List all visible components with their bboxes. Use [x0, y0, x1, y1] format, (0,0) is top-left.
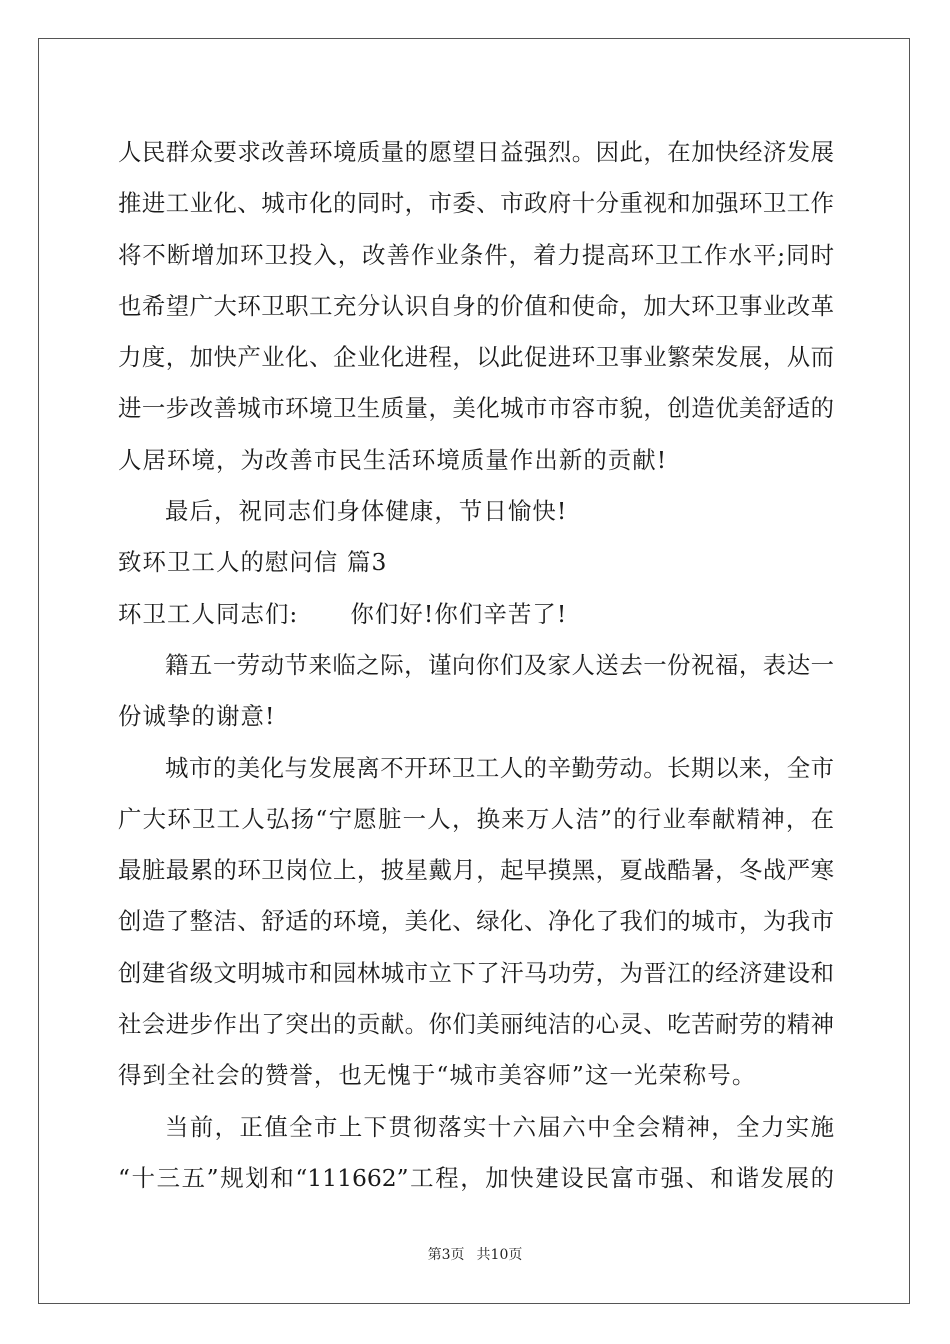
- text-line: 份诚挚的谢意!: [118, 702, 276, 731]
- text-line: 社会进步作出了突出的贡献。你们美丽纯洁的心灵、吃苦耐劳的精神: [118, 1010, 834, 1039]
- text-line: 最脏最累的环卫岗位上，披星戴月，起早摸黑，夏战酷暑，冬战严寒: [118, 856, 834, 885]
- section-title: 致环卫工人的慰问信 篇3: [118, 548, 388, 577]
- salutation-line: [118, 589, 834, 640]
- page-number: 第3页: [427, 1247, 465, 1263]
- text-line: “十三五”规划和“111662”工程，加快建设民富市强、和谐发展的: [118, 1163, 834, 1192]
- text-line: 创造了整洁、舒适的环境，美化、绿化、净化了我们的城市，为我市: [118, 907, 834, 936]
- text-line: 将不断增加环卫投入，改善作业条件，着力提高环卫工作水平;同时: [118, 240, 834, 269]
- text-line: 推进工业化、城市化的同时，市委、市政府十分重视和加强环卫工作: [118, 189, 834, 218]
- text-line: 人居环境，为改善市民生活环境质量作出新的贡献!: [118, 445, 668, 474]
- text-line: 也希望广大环卫职工充分认识自身的价值和使命，加大环卫事业改革: [118, 291, 834, 320]
- text-line: 城市的美化与发展离不开环卫工人的辛勤劳动。长期以来，全市: [165, 753, 834, 782]
- closing-line: 最后，祝同志们身体健康，节日愉快!: [165, 497, 568, 526]
- text-line: 广大环卫工人弘扬“宁愿脏一人，换来万人洁”的行业奉献精神，在: [118, 804, 834, 833]
- document-body: [118, 127, 834, 1204]
- text-line: 籍五一劳动节来临之际，谨向你们及家人送去一份祝福，表达一: [165, 650, 834, 679]
- text-line: 进一步改善城市环境卫生质量，美化城市市容市貌，创造优美舒适的: [118, 394, 834, 423]
- text-line: 力度，加快产业化、企业化进程，以此促进环卫事业繁荣发展，从而: [118, 343, 834, 372]
- text-line: 当前，正值全市上下贯彻落实十六届六中全会精神，全力实施: [165, 1112, 834, 1141]
- greeting: 你们好!你们辛苦了!: [350, 599, 568, 628]
- page-total: 共10页: [476, 1247, 523, 1263]
- text-line: 创建省级文明城市和园林城市立下了汗马功劳，为晋江的经济建设和: [118, 958, 834, 987]
- page-footer: [0, 1244, 950, 1264]
- salutation: 环卫工人同志们:: [118, 599, 299, 628]
- text-line: 人民群众要求改善环境质量的愿望日益强烈。因此，在加快经济发展: [118, 138, 834, 166]
- text-line: 得到全社会的赞誉，也无愧于“城市美容师”这一光荣称号。: [118, 1061, 757, 1090]
